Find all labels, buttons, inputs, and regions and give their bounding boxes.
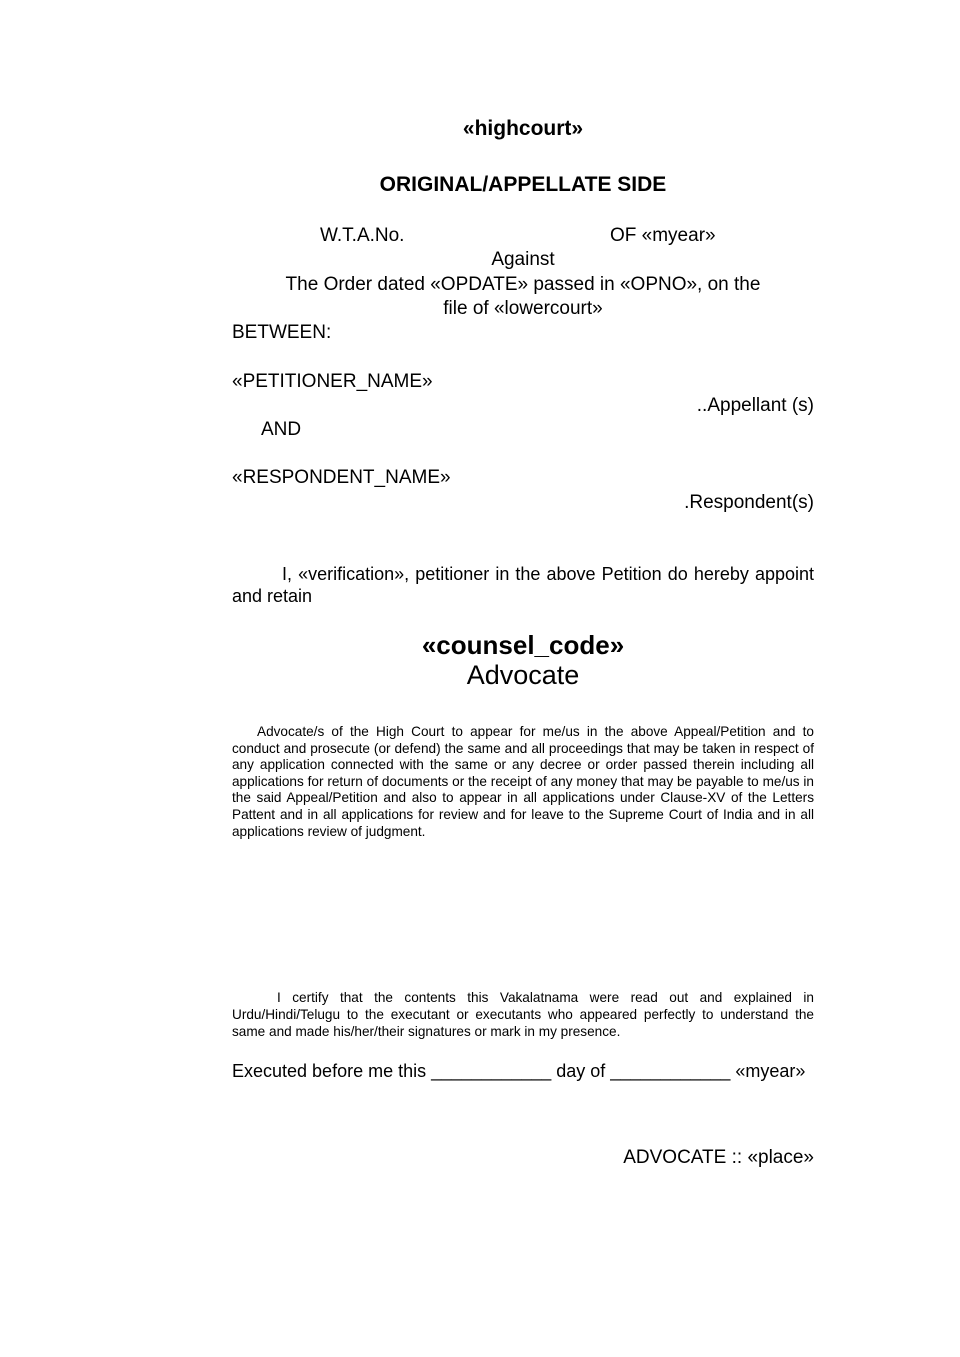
order-line-2: file of «lowercourt»: [443, 298, 603, 319]
authority-paragraph: Advocate/s of the High Court to appear for me/us in the above Appeal/Petition and to conduct and prosecute (or defend) the same and all proceedings that may be taken in respect of any application connected with the same or any decree or order passed therein including all applications for return of documents or the receipt of any money that may be payable to me/us in the said Appeal/Petition and also to appear in all applications under Clause-XV of the Letters Pattent and in all applications for review and for leave to the Supreme Court of India and in all applications review of judgment.: [232, 724, 814, 839]
and-label: AND: [261, 419, 302, 440]
respondent-name: «RESPONDENT_NAME»: [232, 467, 451, 488]
case-year: OF «myear»: [610, 225, 716, 246]
counsel-code: «counsel_code»: [421, 630, 625, 660]
side-title: ORIGINAL/APPELLATE SIDE: [379, 173, 667, 196]
against-label: Against: [491, 249, 555, 270]
advocate-label: Advocate: [466, 660, 580, 690]
order-line-1: The Order dated «OPDATE» passed in «OPNO», on the: [285, 274, 761, 295]
appellant-role: ..Appellant (s): [696, 395, 814, 416]
petitioner-name: «PETITIONER_NAME»: [232, 371, 433, 392]
execution-line: Executed before me this ____________ day of ____________ «myear»: [232, 1061, 806, 1081]
certification-paragraph: I certify that the contents this Vakalatnama were read out and explained in Urdu/Hindi/Telugu to the executant or executants who appeared perfectly to understand the same and made his/her/their signatures or mark in my presence.: [232, 990, 814, 1039]
respondent-role: .Respondent(s): [684, 492, 814, 513]
appointment-text: I, «verification», petitioner in the above Petition do hereby appoint and retain: [232, 564, 814, 606]
court-title: «highcourt»: [462, 117, 584, 140]
advocate-signature: ADVOCATE :: «place»: [623, 1147, 814, 1168]
between-label: BETWEEN:: [232, 322, 332, 343]
case-number-label: W.T.A.No.: [320, 225, 405, 246]
